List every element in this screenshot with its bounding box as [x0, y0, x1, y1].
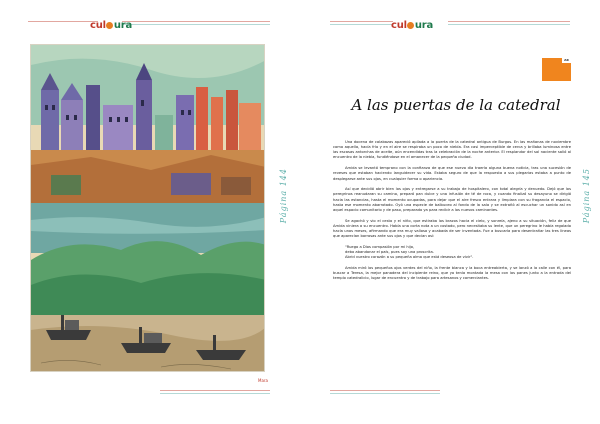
- footer-rule: [330, 390, 440, 391]
- paragraph: Se agachó y vio el cesto y el niño, que estiraba los brazos hacia el cielo, y sonreía, ajeno a su situación, feliz de que Amida viniera a su encuentro. Había una corta nota a un costado, pero necesitaba su lente, que un peregrino le había regalado hacía unos meses, afirmando que era muy valiosa y acabada de ser inventada. Fue a buscarla para desentrañar las tres líneas que aparecían borrosas ante sus ojos y que decían así:: [333, 218, 571, 239]
- quote-line: "Ruego a Dios compasión por mi hijo,: [345, 244, 415, 249]
- paragraph: Así que decidió abrir bien los ojos y entregarse a su trabajo de hospitalero, con total alegría y denuedo. Dejó que los peregrinos reanudaran su camino, preparó pan dulce y una infusión de té de roca, y cuando finalizó su desayuno se dirigió hacia las estancias, hasta el momento ocupadas, para dejar que el aire fresco entrara y limpiara con su fragancia el espacio, hasta ese momento abarrotado. Oyó una especie de balbuceo al fondo de la sala y se extrañó al escuchar un sonido así en aquel espacio comunitario y de paso, preparado ya para recibir a los nuevos caminantes.: [333, 187, 571, 212]
- logo-sun-icon: [407, 22, 414, 29]
- header-rule: [122, 21, 270, 22]
- paragraph: Amida se levantó temprano con la confianza de que ese nuevo día traería alguna buena noticia, tras una sucesión de reveses que estaban haciendo languidecer su vida. Estaba seguro de que la respuesta a sus plegarias estaba a punto de desplegarse ante sus ojos, en cualquier forma o apariencia.: [333, 166, 571, 181]
- header-rule: [448, 24, 570, 25]
- article-title: A las puertas de la catedral: [351, 96, 561, 114]
- section-badge-label: AR: [562, 58, 571, 63]
- footer-rule: [160, 390, 270, 391]
- letter-quote: [345, 245, 571, 260]
- painting-illustration: [31, 45, 265, 372]
- quote-line: debo abandonar el país, pues soy una proscrita.: [345, 250, 434, 255]
- header-rule: [330, 24, 393, 25]
- footer-rule: [330, 393, 440, 394]
- header-rule: [448, 21, 570, 22]
- page-number-vertical: Página 144: [279, 168, 288, 224]
- image-caption: Mara: [258, 378, 268, 383]
- painting-image: [30, 44, 265, 372]
- magazine-logo: cul ura: [90, 20, 133, 31]
- footer-rule: [160, 393, 270, 394]
- logo-sun-icon: [106, 22, 113, 29]
- right-page: [300, 0, 600, 424]
- header-rule: [28, 21, 98, 22]
- paragraph: Una docena de calabazas apareció apilada a la puerta de la catedral antigua de Burgos. En las mañanas de noviembre como aquella, hacía frío y en el aire se respiraba un poco de niebla. Era casi imperceptible de cerca y brillaba luminosa entre las escasas antorchas de aceite, aún encendidas tras la celebración de la noche anterior. El resplandor del sol naciente salió al encuentro de la niebla, fundiéndose en el amanecer de la pequeña ciudad.: [333, 140, 571, 160]
- header-rule: [330, 21, 393, 22]
- page-number-vertical: Página 145: [582, 168, 591, 224]
- quote-line: Abrid vuestro corazón a su pequeña alma que está deseosa de vivir".: [345, 255, 474, 260]
- paragraph: Amida miró los pequeños ojos verdes del niño, la frente blanca y la boca entreabierta, y se lanzó a la calle con él, para buscar a Teresa, la mejor panadera del incipiente reino, que yo tenía montada la mesa con los panes junto a la entrada del templo catedralicio, lugar de encuentro y de trabajo para artesanos y comerciantes.: [333, 265, 571, 281]
- magazine-logo: cul ura: [391, 20, 434, 31]
- article-body: [333, 140, 571, 287]
- header-rule: [122, 24, 270, 25]
